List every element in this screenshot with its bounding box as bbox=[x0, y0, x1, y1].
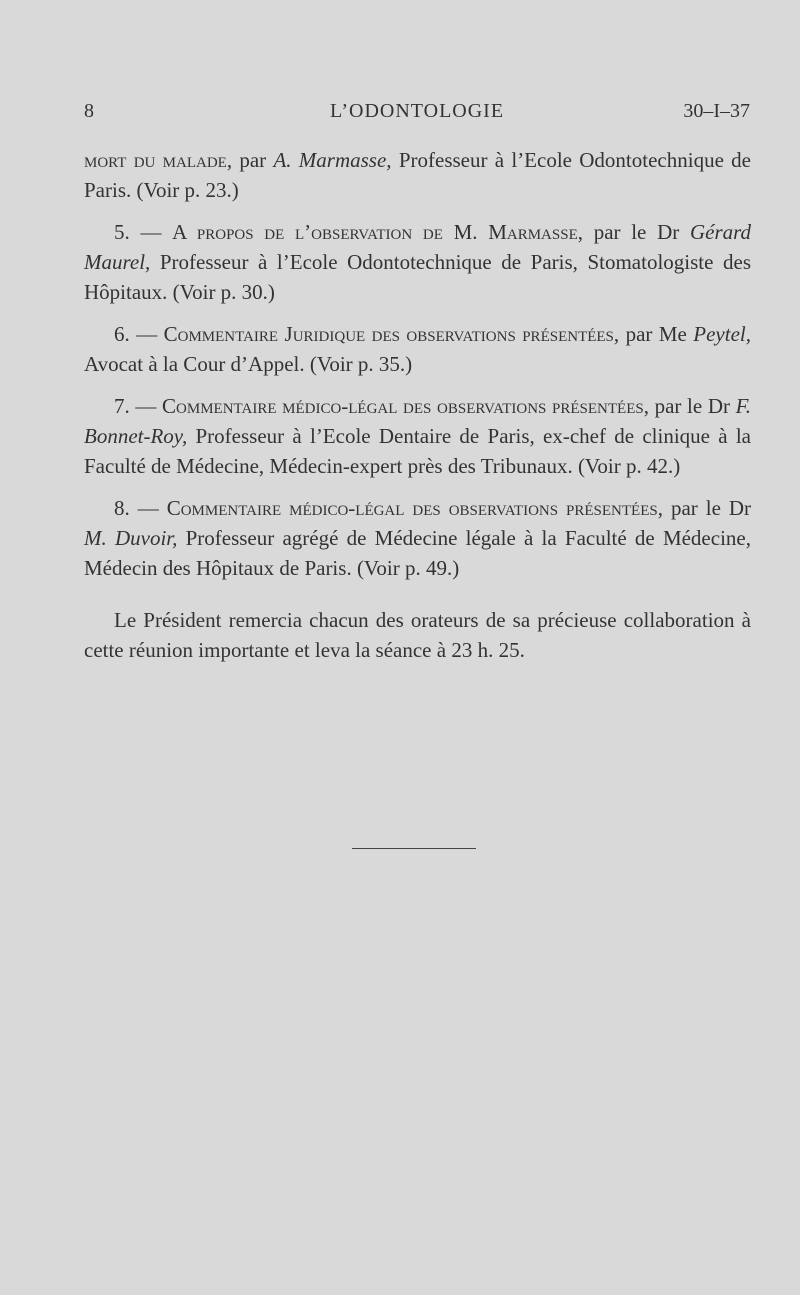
entry-author: Peytel, bbox=[693, 322, 751, 346]
entry-author: M. Duvoir, bbox=[84, 526, 178, 550]
entry-by: par bbox=[232, 148, 274, 172]
entry-title: Commentaire médico-légal des observations présentées, bbox=[166, 496, 663, 520]
entry-details: Professeur à l’Ecole Dentaire de Paris, ex-chef de clinique à la Faculté de Médecine, Médecin-expert près des Tribunaux. (Voir p. 42.) bbox=[84, 424, 751, 478]
entry-number: 7. — bbox=[114, 394, 163, 418]
entry-by: par Me bbox=[619, 322, 694, 346]
entry-title: Commentaire médico-légal des observations présentées, bbox=[162, 394, 649, 418]
entry-title: Commentaire Juridique des observations présentées, bbox=[163, 322, 620, 346]
issue-date: 30–I–37 bbox=[683, 100, 750, 122]
entry-author: A. Marmasse, bbox=[273, 148, 392, 172]
journal-title: L’ODONTOLOGIE bbox=[329, 100, 505, 122]
entry-number: 5. — bbox=[114, 220, 173, 244]
page-number: 8 bbox=[84, 100, 94, 122]
entry-by: par le Dr bbox=[648, 394, 736, 418]
entry-title: A propos de l’observation de M. Marmasse, bbox=[172, 220, 583, 244]
entry-continued bbox=[84, 145, 751, 205]
entry-number: 6. — bbox=[114, 322, 164, 346]
entry-details: Avocat à la Cour d’Appel. (Voir p. 35.) bbox=[84, 352, 413, 376]
section-divider bbox=[352, 848, 476, 849]
closing-paragraph: Le Président remercia chacun des orateurs de sa précieuse collaboration à cette réunion importante et leva la séance à 23 h. 25. bbox=[84, 608, 751, 662]
entry-details: Professeur à l’Ecole Odontotechnique de Paris, Stomatologiste des Hôpitaux. (Voir p. 30.) bbox=[84, 250, 751, 304]
entry-7 bbox=[84, 391, 751, 481]
entry-by: par le Dr bbox=[583, 220, 690, 244]
entry-author: F. Bonnet-Roy, bbox=[84, 394, 751, 448]
entry-author: Gérard Maurel, bbox=[84, 220, 752, 274]
entry-details: Professeur à l’Ecole Odontotechnique de Paris. (Voir p. 23.) bbox=[84, 148, 751, 202]
entry-by: par le Dr bbox=[662, 496, 752, 520]
entry-title: mort du malade, bbox=[84, 148, 233, 172]
article-body bbox=[84, 145, 751, 677]
entry-6 bbox=[84, 319, 751, 379]
entry-8 bbox=[84, 493, 751, 583]
running-header bbox=[84, 100, 750, 130]
entry-details: Professeur agrégé de Médecine légale à la Faculté de Médecine, Médecin des Hôpitaux de Paris. (Voir p. 49.) bbox=[84, 526, 751, 580]
entry-number: 8. — bbox=[114, 496, 167, 520]
entry-5 bbox=[84, 217, 751, 307]
